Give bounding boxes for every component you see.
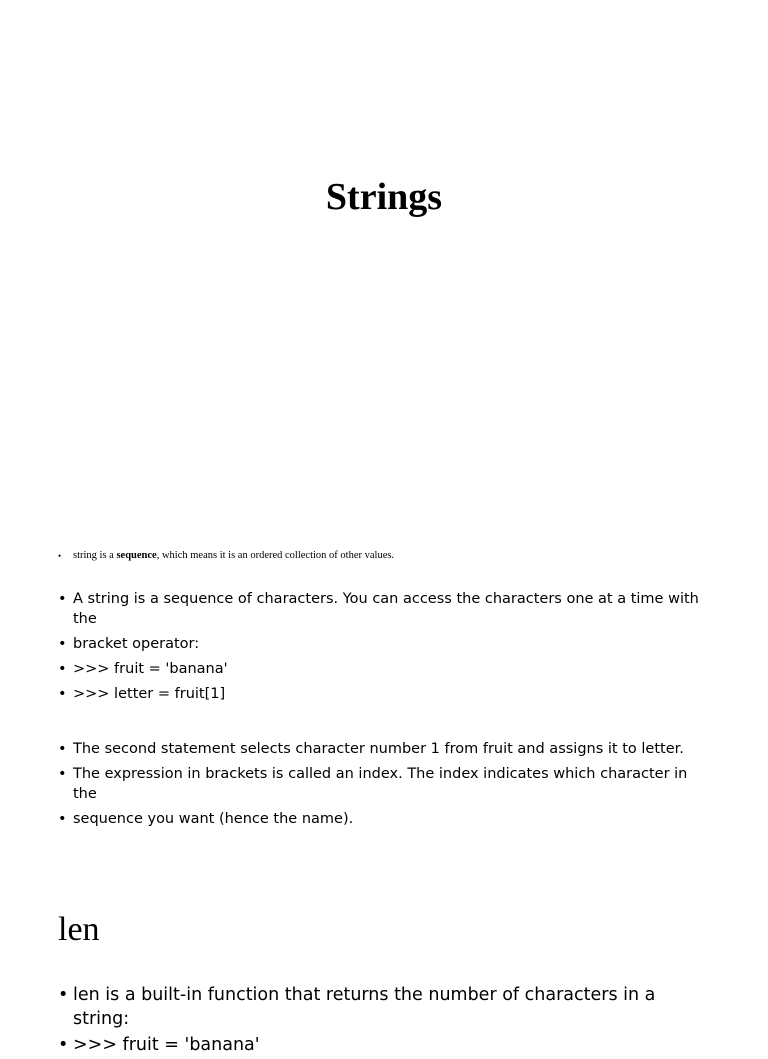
bullet-list-2 bbox=[58, 739, 708, 834]
bullet-icon: • bbox=[58, 591, 67, 607]
intro-text-prefix: string is a bbox=[73, 550, 117, 561]
page-title: Strings bbox=[325, 176, 443, 218]
bullet-icon: • bbox=[58, 661, 67, 677]
bullet-list-3 bbox=[58, 983, 708, 1059]
list-item-text: The second statement selects character number 1 from fruit and assigns it to letter. bbox=[73, 741, 684, 757]
list-item-text: The expression in brackets is called an index. The index indicates which character in the bbox=[73, 766, 688, 802]
bullet-icon: • bbox=[58, 811, 67, 827]
bullet-icon: • bbox=[58, 686, 67, 702]
list-item-text: len is a built-in function that returns the number of characters in a string: bbox=[73, 985, 656, 1029]
intro-text-bold: sequence bbox=[116, 550, 157, 561]
list-item bbox=[58, 1033, 708, 1057]
list-item bbox=[58, 589, 708, 629]
list-item bbox=[58, 809, 708, 829]
list-item-text: >>> fruit = 'banana' bbox=[73, 661, 228, 677]
list-item-text: bracket operator: bbox=[73, 636, 200, 652]
bullet-icon: • bbox=[58, 741, 67, 757]
list-item-text: sequence you want (hence the name). bbox=[73, 811, 354, 827]
list-item bbox=[58, 764, 708, 804]
list-item-text: A string is a sequence of characters. You can access the characters one at a time with the bbox=[73, 591, 699, 627]
list-item bbox=[58, 684, 708, 704]
list-item bbox=[58, 983, 708, 1031]
intro-text-suffix: , which means it is an ordered collection of other values. bbox=[156, 550, 395, 561]
list-item bbox=[58, 634, 708, 654]
section-heading-len: len bbox=[58, 911, 100, 948]
bullet-icon: • bbox=[58, 766, 67, 782]
bullet-icon: • bbox=[58, 1035, 69, 1055]
bullet-icon: • bbox=[58, 636, 67, 652]
list-item-text: >>> fruit = 'banana' bbox=[73, 1035, 260, 1055]
bullet-icon: • bbox=[58, 985, 69, 1005]
list-item bbox=[58, 739, 708, 759]
intro-list bbox=[58, 549, 708, 563]
bullet-icon: • bbox=[58, 551, 62, 561]
list-item bbox=[58, 659, 708, 679]
bullet-list-1 bbox=[58, 589, 708, 709]
list-item bbox=[58, 549, 708, 563]
list-item-text: >>> letter = fruit[1] bbox=[73, 686, 226, 702]
